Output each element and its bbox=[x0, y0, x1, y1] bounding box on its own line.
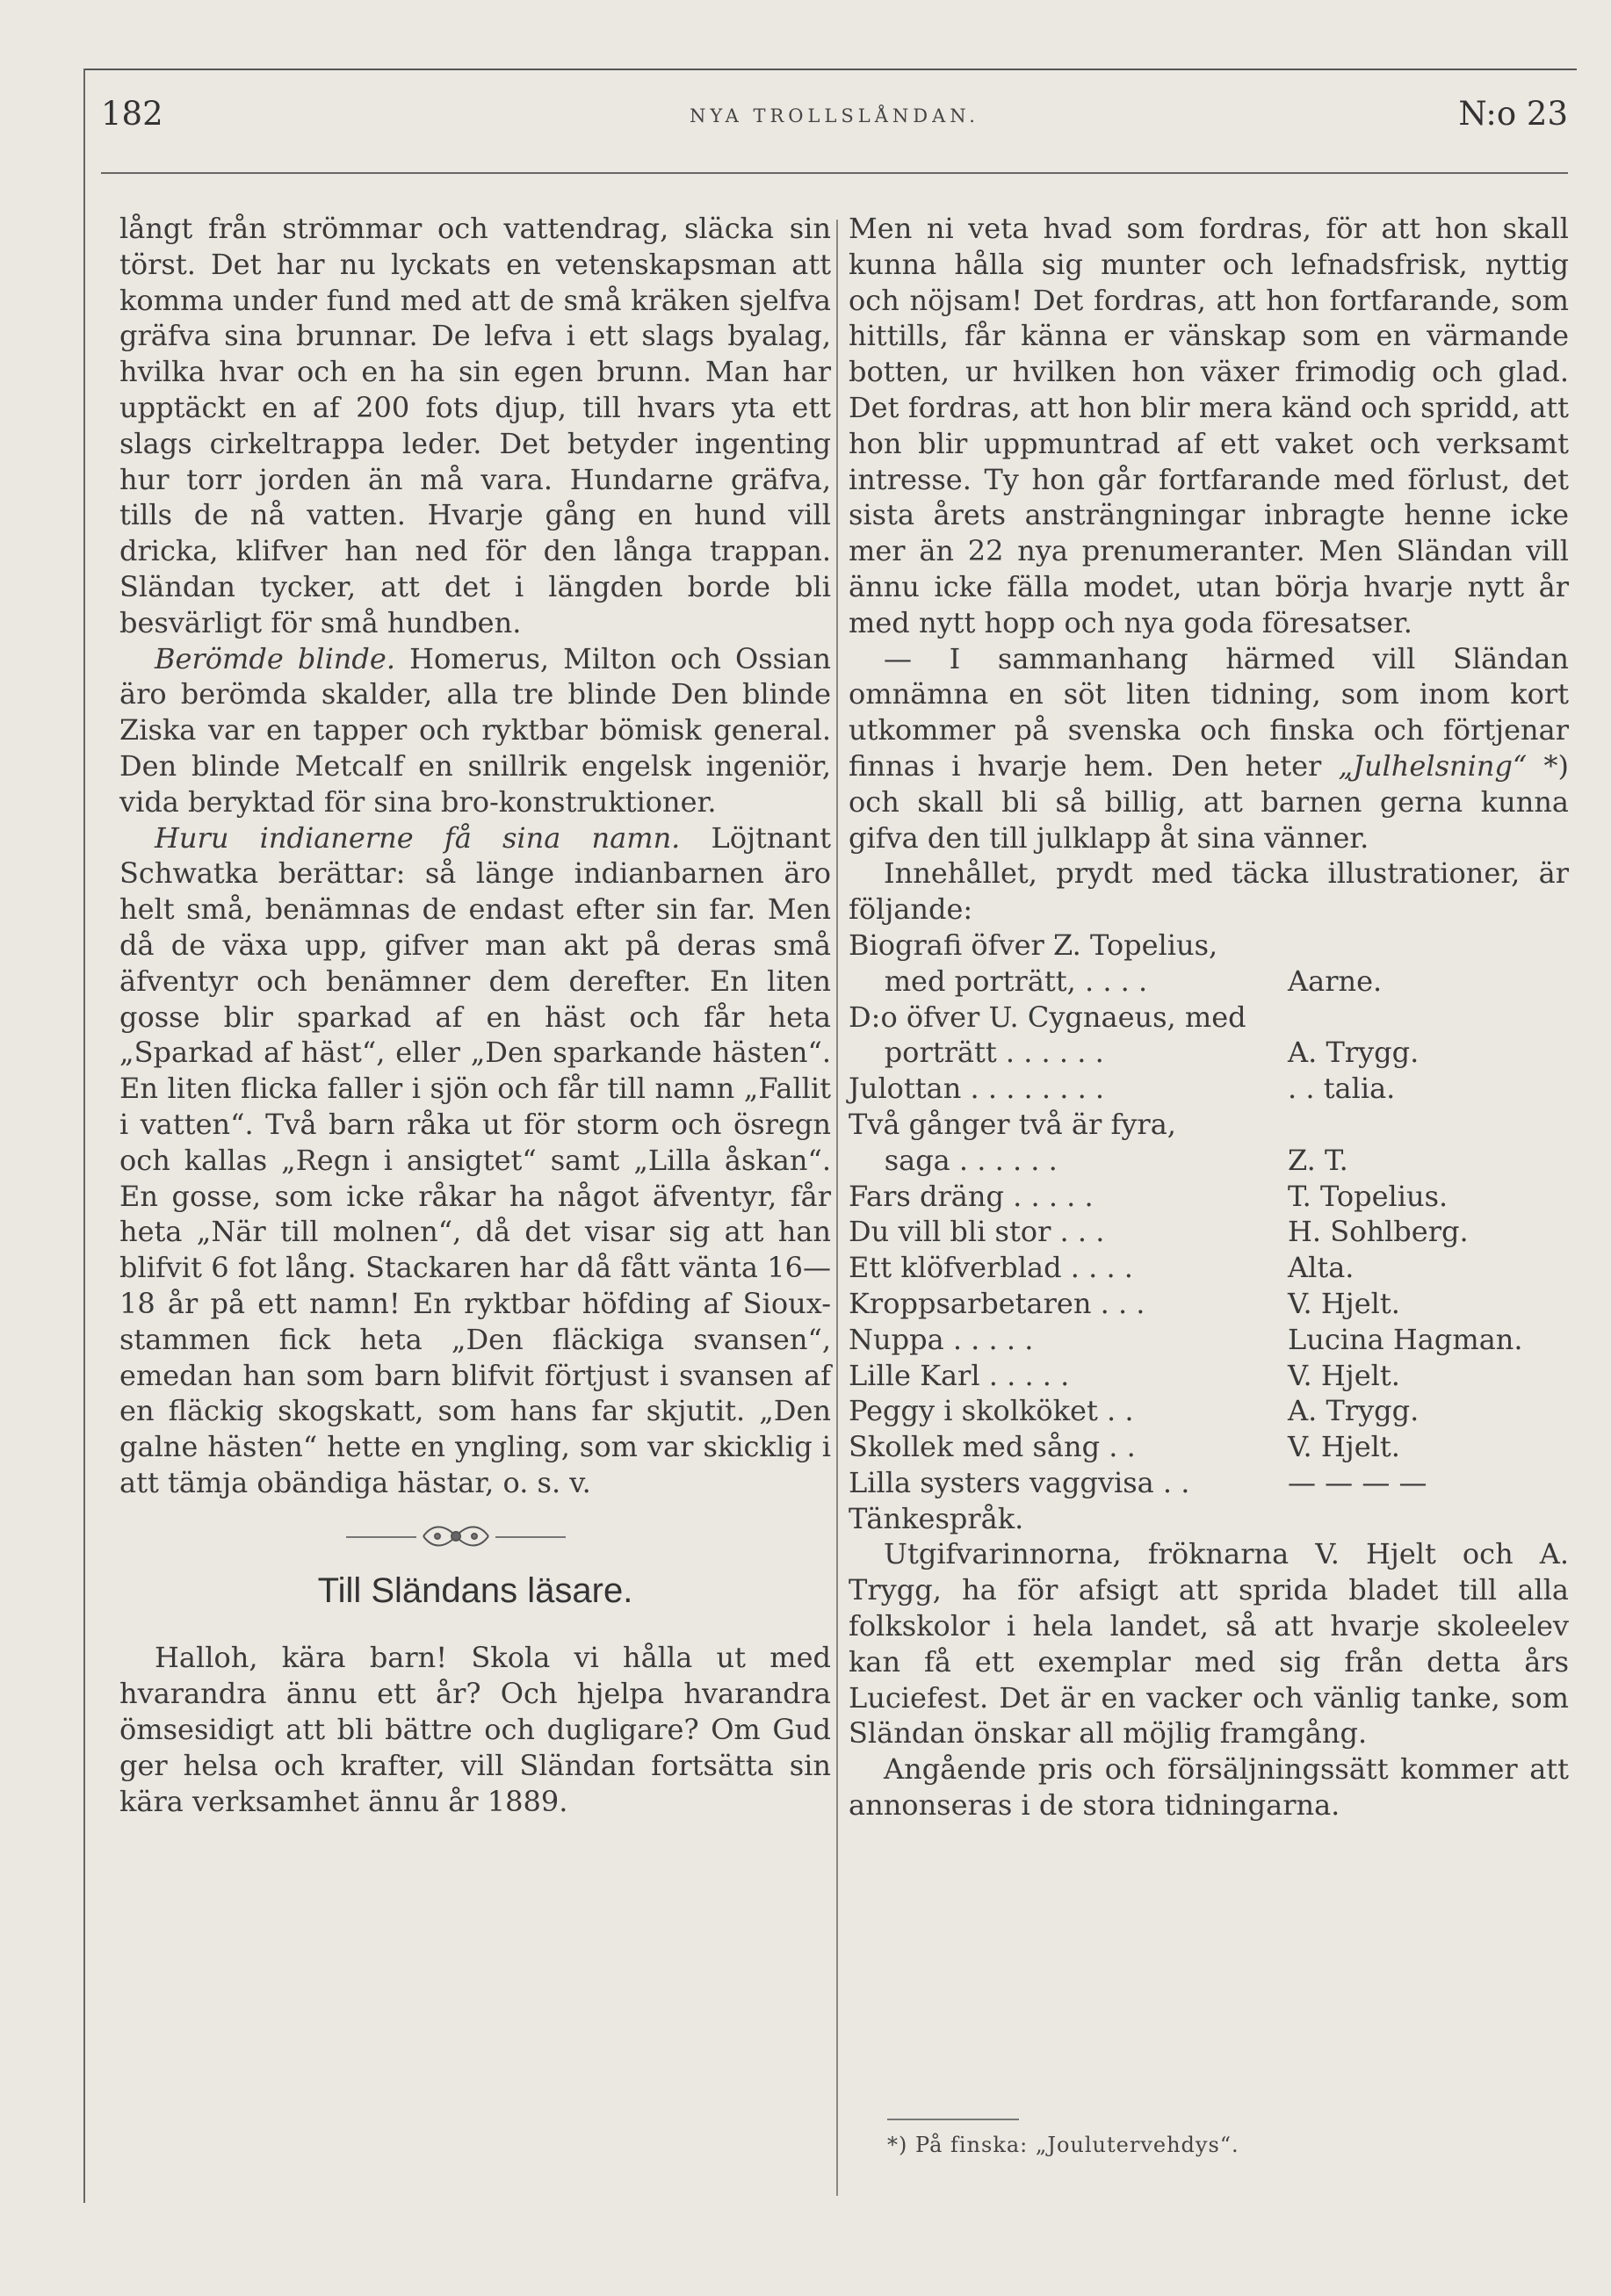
contents-title: porträtt . . . . . . bbox=[849, 1036, 1104, 1070]
publication-title: NYA TROLLSLÅNDAN. bbox=[690, 105, 979, 126]
issue-number: N:o 23 bbox=[1458, 95, 1568, 133]
right-column bbox=[849, 211, 1569, 1823]
contents-title: Skollek med sång . . bbox=[849, 1430, 1136, 1464]
contents-row bbox=[849, 1250, 1569, 1286]
left-column bbox=[119, 211, 831, 1819]
footnote-rule bbox=[887, 2119, 1019, 2120]
contents-title: Lilla systers vaggvisa . . bbox=[849, 1465, 1190, 1499]
contents-row bbox=[849, 964, 1569, 1000]
contents-title: Nuppa . . . . . bbox=[849, 1322, 1034, 1356]
article-title: Huru indianerne få sina namn. bbox=[155, 820, 681, 855]
contents-row bbox=[849, 1179, 1569, 1215]
contents-author: T. Topelius. bbox=[1288, 1179, 1448, 1213]
article-body: Löjtnant Schwatka berättar: så länge indianbarnen äro helt små, benämnas de endast efter sin far. Men då de växa upp, gifver man akt på deras små äfventyr och benämner dem derefter. En liten gosse blir sparkad af en häst och får heta „Sparkad af häst“, eller „Den sparkande hästen“. En liten flicka faller i sjön och får till namn „Fallit i vatten“. Två barn råka ut för storm och ösregn och kallas „Regn i ansigtet“ samt „Lilla åskan“. En gosse, som icke råkar ha något äfventyr, får heta „När till molnen“, då det visar sig att han blifvit 6 fot lång. Stackaren har då fått vänta 16—18 år på ett namn! En ryktbar höfding af Sioux-stammen fick heta „Den fläckiga svansen“, emedan han som barn blifvit förtjust i svansen af en fläckig skogskatt, som hans far skjutit. „Den galne hästen“ hette en yngling, som var skicklig i att tämja obändiga hästar, o. s. v. bbox=[119, 820, 831, 1499]
contents-intro: Innehållet, prydt med täcka illustrationer, är följande: bbox=[849, 856, 1569, 927]
contents-title: Du vill bli stor . . . bbox=[849, 1215, 1105, 1249]
contents-title: Julottan . . . . . . . . bbox=[849, 1072, 1105, 1106]
contents-author: A. Trygg. bbox=[1288, 1394, 1420, 1428]
section-heading: Till Sländans läsare. bbox=[317, 1570, 633, 1610]
contents-author bbox=[1288, 1000, 1569, 1036]
contents-row bbox=[849, 1214, 1569, 1250]
contents-title: Ett klöfverblad . . . . bbox=[849, 1251, 1133, 1285]
contents-title: Fars dräng . . . . . bbox=[849, 1179, 1094, 1213]
article-body: Homerus, Milton och Ossian äro berömda skalder, alla tre blinde Den blinde Ziska var en tapper och ryktbar bömisk general. Den blinde Metcalf en snillrik engelsk ingeniör, vida beryktad för sina bro-konstruktioner. bbox=[119, 641, 832, 819]
footnote: *) På finska: „Joulutervehdys“. bbox=[887, 2133, 1239, 2157]
contents-title: D:o öfver U. Cygnaeus, med bbox=[849, 1000, 1246, 1034]
contents-title: Tänkespråk. bbox=[849, 1501, 1024, 1535]
julhelsning-announcement: — I sammanhang härmed vill Sländan omnämna en söt liten tidning, som inom kort utkommer på svenska och finska och förtjenar finnas i hvarje hem. Den heter „Julhelsning“ *) och skall bli så billig, att barnen gerna kunna gifva den till julklapp åt sina vänner. bbox=[849, 641, 1569, 855]
column-divider bbox=[836, 220, 838, 2196]
contents-title: Kroppsarbetaren . . . bbox=[849, 1286, 1145, 1320]
contents-author: V. Hjelt. bbox=[1288, 1430, 1400, 1464]
contents-author: Z. T. bbox=[1288, 1143, 1348, 1177]
contents-row bbox=[849, 1107, 1569, 1143]
contents-author bbox=[1288, 928, 1569, 964]
contents-author: A. Trygg. bbox=[1288, 1036, 1420, 1070]
contents-row bbox=[849, 1501, 1569, 1537]
price-note: Angående pris och försäljningssätt kommer att annonseras i de stora tidningarna. bbox=[849, 1752, 1569, 1823]
contents-row bbox=[849, 1286, 1569, 1322]
header-rule bbox=[101, 172, 1568, 174]
contents-author: V. Hjelt. bbox=[1288, 1286, 1400, 1320]
letter-to-readers: Halloh, kära barn! Skola vi hålla ut med hvarandra ännu ett år? Och hjelpa hvarandra ömsesidigt att bli bättre och dugligare? Om Gud ger helsa och krafter, vill Sländan fortsätta sin kära verksamhet ännu år 1889. bbox=[119, 1641, 831, 1818]
contents-row bbox=[849, 1143, 1569, 1179]
contents-author: Lucina Hagman. bbox=[1288, 1322, 1523, 1356]
contents-title: Biografi öfver Z. Topelius, bbox=[849, 928, 1218, 962]
contents-title: Lille Karl . . . . . bbox=[849, 1358, 1070, 1392]
article-title: Berömde blinde. bbox=[155, 641, 396, 675]
frame-line-top bbox=[83, 69, 1577, 70]
contents-row bbox=[849, 1429, 1569, 1465]
contents-row bbox=[849, 928, 1569, 964]
contents-author bbox=[1288, 1107, 1569, 1143]
contents-row bbox=[849, 1035, 1569, 1071]
page-header bbox=[101, 95, 1568, 139]
contents-row bbox=[849, 1393, 1569, 1429]
contents-author: . . talia. bbox=[1288, 1072, 1396, 1106]
ornament-icon bbox=[418, 1520, 494, 1552]
contents-title: Två gånger två är fyra, bbox=[849, 1107, 1176, 1141]
page-number: 182 bbox=[101, 95, 163, 133]
article-blind-famous bbox=[119, 641, 831, 820]
contents-title: Peggy i skolköket . . bbox=[849, 1394, 1134, 1428]
contents-author: Alta. bbox=[1288, 1251, 1355, 1285]
contents-author: Aarne. bbox=[1288, 964, 1383, 998]
publishers-note: Utgifvarinnorna, fröknarna V. Hjelt och A. Trygg, ha för afsigt att sprida bladet till alla folkskolor i hela landet, så att hvarje skoleelev kan få ett exemplar med sig från detta års Luciefest. Det är en vacker och vänlig tanke, som Sländan önskar all möjlig framgång. bbox=[849, 1537, 1569, 1751]
frame-line-left bbox=[83, 69, 85, 2203]
contents-author: — — — — bbox=[1288, 1465, 1427, 1499]
contents-title: med porträtt, . . . . bbox=[849, 964, 1148, 998]
article-indian-names bbox=[119, 820, 831, 1501]
article-continuation: långt från strömmar och vattendrag, släcka sin törst. Det har nu lyckats en vetenskapsman att komma under fund med att de små kräken sjelfva gräfva sina brunnar. De lefva i ett slags byalag, hvilka hvar och en ha sin egen brunn. Man har upptäckt en af 200 fots djup, till hvars yta ett slags cirkeltrappa leder. Det betyder ingenting hur torr jorden än må vara. Hundarne gräfva, tills de nå vatten. Hvarje gång en hund vill dricka, klifver han ned för den långa trappan. Sländan tycker, att det i längden borde bli besvärligt för små hundben. bbox=[119, 212, 831, 639]
contents-list bbox=[849, 928, 1569, 1537]
contents-row bbox=[849, 1465, 1569, 1501]
contents-author bbox=[1288, 1501, 1569, 1537]
contents-row bbox=[849, 1322, 1569, 1358]
contents-row bbox=[849, 1071, 1569, 1107]
julhelsning-title: „Julhelsning“ bbox=[1338, 748, 1528, 783]
ornament-divider bbox=[119, 1519, 831, 1554]
contents-row bbox=[849, 1358, 1569, 1394]
contents-row bbox=[849, 1000, 1569, 1036]
letter-continuation: Men ni veta hvad som fordras, för att hon skall kunna hålla sig munter och lefnadsfrisk, nyttig och nöjsam! Det fordras, att hon fortfarande, som hittills, får känna er vänskap som en värmande botten, ur hvilken hon växer frimodig och glad. Det fordras, att hon blir mera känd och spridd, att hon blir uppmuntrad af ett vaket och verksamt intresse. Ty hon går fortfarande med förlust, det sista årets ansträngningar inbragte henne icke mer än 22 nya prenumeranter. Men Sländan vill ännu icke fälla modet, utan börja hvarje nytt år med nytt hopp och nya goda föresatser. bbox=[849, 212, 1569, 639]
contents-author: H. Sohlberg. bbox=[1288, 1215, 1469, 1249]
contents-title: saga . . . . . . bbox=[849, 1143, 1058, 1177]
contents-author: V. Hjelt. bbox=[1288, 1358, 1400, 1392]
